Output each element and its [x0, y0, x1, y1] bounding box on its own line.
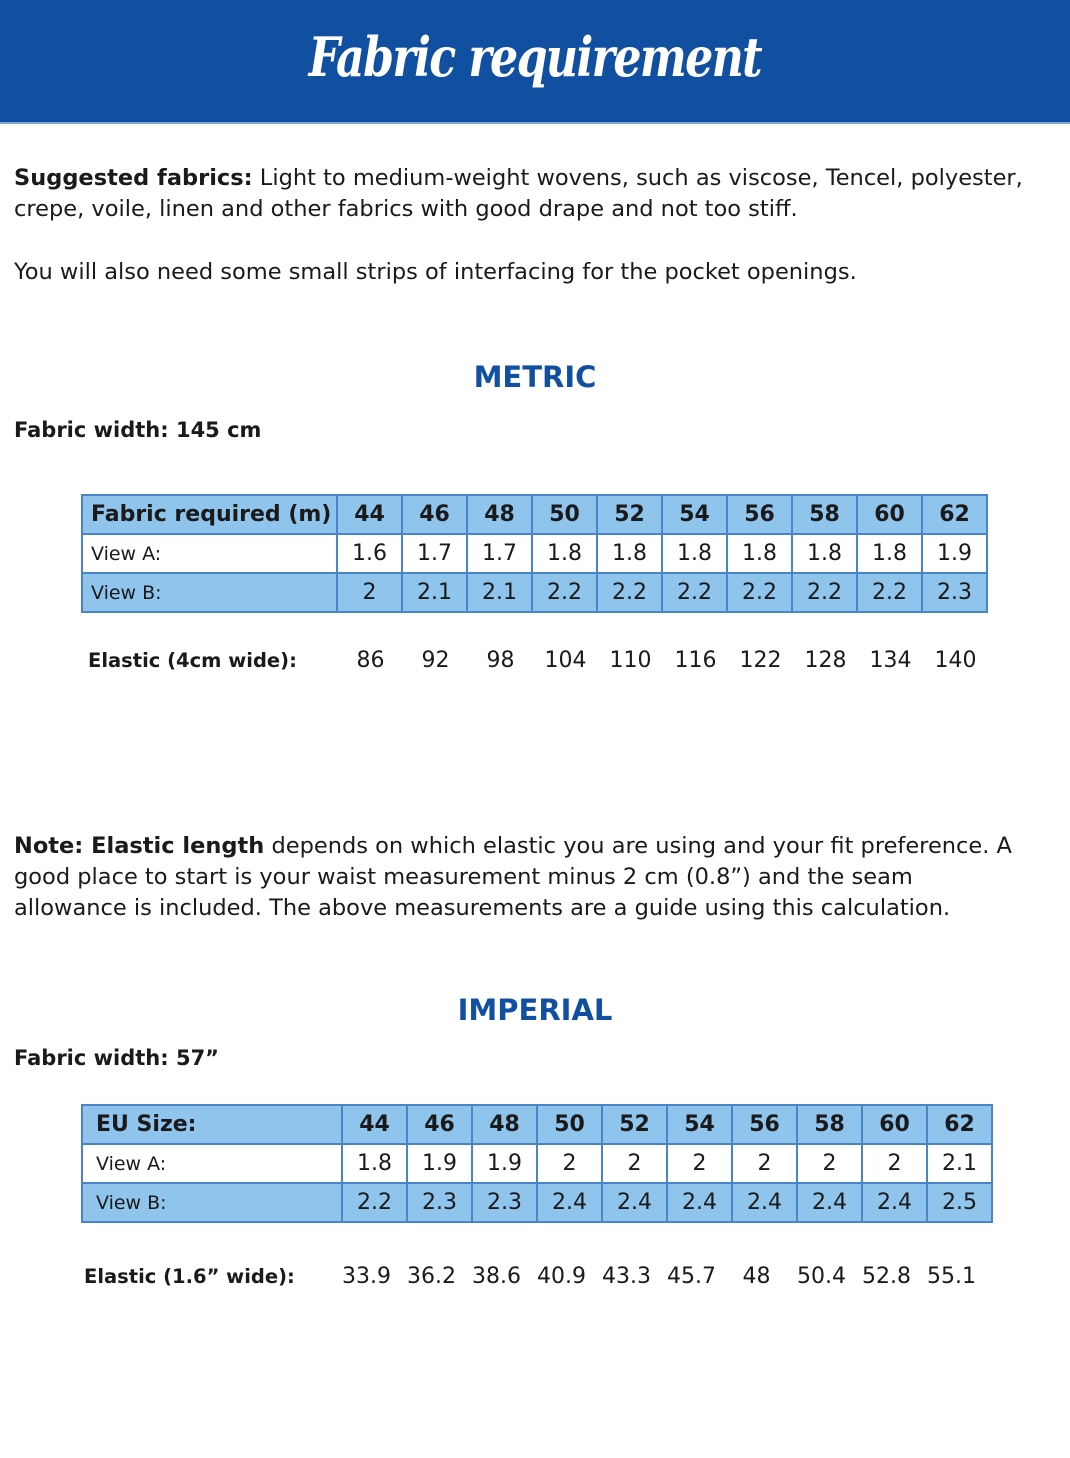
row-label: View A: — [82, 1144, 342, 1183]
size-cell: 48 — [467, 495, 532, 534]
interfacing-paragraph: You will also need some small strips of interfacing for the pocket openings. — [14, 259, 857, 285]
value-cell: 2.1 — [402, 573, 467, 612]
value-cell: 2.2 — [342, 1183, 407, 1222]
size-cell: 50 — [537, 1105, 602, 1144]
value-cell: 2.2 — [857, 573, 922, 612]
elastic-value: 45.7 — [667, 1264, 716, 1289]
elastic-value: 40.9 — [537, 1264, 586, 1289]
elastic-value: 43.3 — [602, 1264, 651, 1289]
size-cell: 58 — [797, 1105, 862, 1144]
elastic-value: 128 — [804, 648, 847, 673]
metric-fabric-table — [81, 494, 988, 613]
value-cell: 1.8 — [857, 534, 922, 573]
value-cell: 2.2 — [597, 573, 662, 612]
elastic-value: 36.2 — [407, 1264, 456, 1289]
size-cell: 44 — [342, 1105, 407, 1144]
imperial-title: IMPERIAL — [457, 993, 613, 1027]
row-label: View B: — [82, 1183, 342, 1222]
elastic-value: 52.8 — [862, 1264, 911, 1289]
value-cell: 2.1 — [927, 1144, 992, 1183]
imperial-elastic-row — [84, 1264, 984, 1289]
value-cell: 1.6 — [337, 534, 402, 573]
elastic-value: 122 — [739, 648, 782, 673]
value-cell: 2.3 — [472, 1183, 537, 1222]
size-cell: 62 — [927, 1105, 992, 1144]
table-header-label: Fabric required (m) — [82, 495, 337, 534]
value-cell: 2.3 — [407, 1183, 472, 1222]
value-cell: 1.8 — [532, 534, 597, 573]
size-cell: 56 — [732, 1105, 797, 1144]
elastic-label: Elastic (1.6” wide): — [84, 1265, 295, 1288]
value-cell: 1.8 — [727, 534, 792, 573]
page-header — [0, 0, 1070, 124]
metric-elastic-row — [88, 648, 988, 673]
size-cell: 60 — [862, 1105, 927, 1144]
value-cell: 2.3 — [922, 573, 987, 612]
size-cell: 62 — [922, 495, 987, 534]
value-cell: 1.7 — [402, 534, 467, 573]
value-cell: 2.4 — [667, 1183, 732, 1222]
value-cell: 2.2 — [727, 573, 792, 612]
table-header-row — [82, 495, 987, 534]
value-cell: 2.4 — [732, 1183, 797, 1222]
table-row — [82, 1183, 992, 1222]
value-cell: 2.4 — [797, 1183, 862, 1222]
size-cell: 48 — [472, 1105, 537, 1144]
value-cell: 1.8 — [597, 534, 662, 573]
value-cell: 2.4 — [862, 1183, 927, 1222]
value-cell: 1.9 — [922, 534, 987, 573]
imperial-fabric-width: Fabric width: 57” — [14, 1046, 219, 1070]
page-title: Fabric requirement — [308, 25, 762, 89]
value-cell: 2.2 — [532, 573, 597, 612]
value-cell: 2 — [862, 1144, 927, 1183]
elastic-value: 38.6 — [472, 1264, 521, 1289]
table-row — [82, 1144, 992, 1183]
row-label: View A: — [82, 534, 337, 573]
value-cell: 1.7 — [467, 534, 532, 573]
elastic-value: 33.9 — [342, 1264, 391, 1289]
table-row — [82, 573, 987, 612]
value-cell: 2 — [337, 573, 402, 612]
size-cell: 58 — [792, 495, 857, 534]
suggested-fabrics-paragraph — [14, 163, 1054, 225]
note-label: Note: Elastic length — [14, 833, 265, 859]
value-cell: 1.8 — [792, 534, 857, 573]
size-cell: 60 — [857, 495, 922, 534]
suggested-fabrics-text: Light to medium-weight wovens, such as viscose, Tencel, polyester, crepe, voile, linen and other fabrics with good drape and not too stiff. — [14, 165, 1023, 222]
elastic-value: 140 — [934, 648, 977, 673]
metric-fabric-width: Fabric width: 145 cm — [14, 418, 262, 442]
size-cell: 52 — [597, 495, 662, 534]
table-row — [82, 534, 987, 573]
value-cell: 2 — [602, 1144, 667, 1183]
value-cell: 2.1 — [467, 573, 532, 612]
value-cell: 2.5 — [927, 1183, 992, 1222]
value-cell: 1.8 — [662, 534, 727, 573]
elastic-value: 104 — [544, 648, 587, 673]
size-cell: 56 — [727, 495, 792, 534]
table-header-row — [82, 1105, 992, 1144]
size-cell: 50 — [532, 495, 597, 534]
elastic-label: Elastic (4cm wide): — [88, 649, 297, 672]
size-cell: 44 — [337, 495, 402, 534]
value-cell: 1.9 — [472, 1144, 537, 1183]
value-cell: 2 — [797, 1144, 862, 1183]
elastic-value: 98 — [486, 648, 515, 673]
size-cell: 46 — [402, 495, 467, 534]
value-cell: 2 — [667, 1144, 732, 1183]
value-cell: 1.8 — [342, 1144, 407, 1183]
size-cell: 54 — [662, 495, 727, 534]
value-cell: 1.9 — [407, 1144, 472, 1183]
metric-title: METRIC — [473, 360, 597, 394]
row-label: View B: — [82, 573, 337, 612]
elastic-value: 48 — [742, 1264, 771, 1289]
value-cell: 2.2 — [662, 573, 727, 612]
table-header-label: EU Size: — [82, 1105, 342, 1144]
imperial-fabric-table — [81, 1104, 993, 1223]
value-cell: 2 — [732, 1144, 797, 1183]
elastic-note-paragraph — [14, 831, 1014, 924]
note-text: depends on which elastic you are using and your fit preference. A good place to start is your waist measurement minus 2 cm (0.8”) and the seam allowance is included. The above measurements are a guide using this calculation. — [14, 833, 1012, 921]
size-cell: 52 — [602, 1105, 667, 1144]
elastic-value: 110 — [609, 648, 652, 673]
value-cell: 2.2 — [792, 573, 857, 612]
elastic-value: 86 — [356, 648, 385, 673]
value-cell: 2.4 — [602, 1183, 667, 1222]
elastic-value: 50.4 — [797, 1264, 846, 1289]
size-cell: 46 — [407, 1105, 472, 1144]
elastic-value: 55.1 — [927, 1264, 976, 1289]
size-cell: 54 — [667, 1105, 732, 1144]
value-cell: 2.4 — [537, 1183, 602, 1222]
elastic-value: 92 — [421, 648, 450, 673]
suggested-fabrics-label: Suggested fabrics: — [14, 165, 253, 191]
value-cell: 2 — [537, 1144, 602, 1183]
elastic-value: 116 — [674, 648, 717, 673]
elastic-value: 134 — [869, 648, 912, 673]
